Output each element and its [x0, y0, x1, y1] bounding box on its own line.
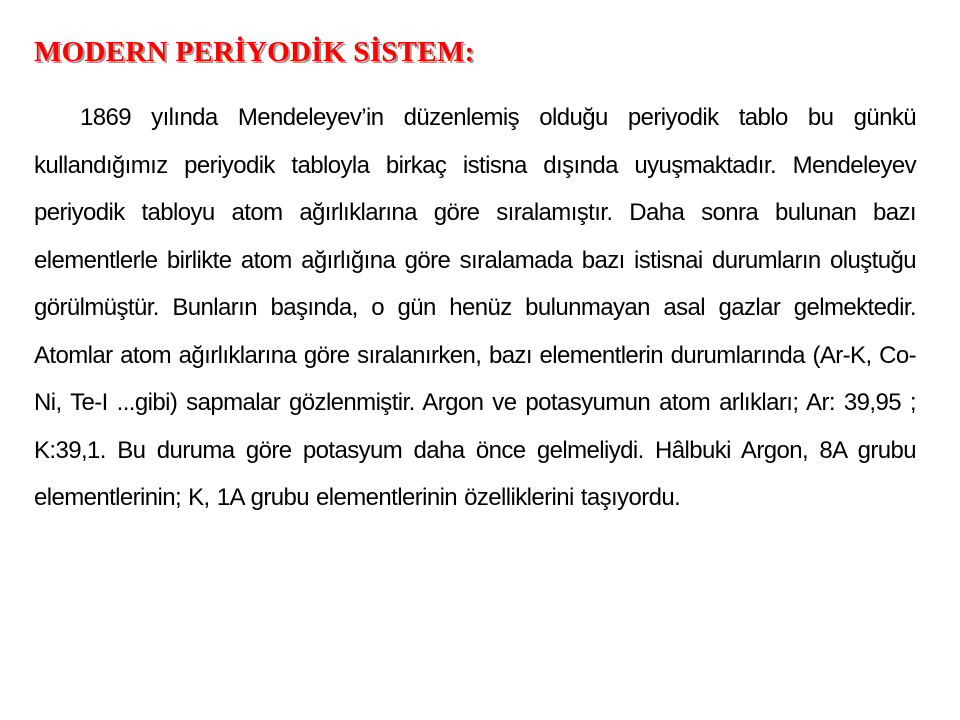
slide-title: MODERN PERİYODİK SİSTEM: — [34, 36, 475, 68]
slide-body-paragraph: 1869 yılında Mendeleyev’in düzenlemiş olduğu periyodik tablo bu günkü kullandığımız periyodik tabloyla birkaç istisna dışında uyuşmaktadır. Mendeleyev periyodik tabloyu atom ağırlıklarına göre sıralamıştır. Daha sonra bulunan bazı elementlerle birlikte atom ağırlığına göre sıralamada bazı istisnai durumların oluştuğu görülmüştür. Bunların başında, o gün henüz bulunmayan asal gazlar gelmektedir. Atomlar atom ağırlıklarına göre sıralanırken, bazı elementlerin durumlarında (Ar-K, Co-Ni, Te-I ...gibi) sapmalar gözlenmiştir. Argon ve potasyumun atom arlıkları; Ar: 39,95 ; K:39,1. Bu duruma göre potasyum daha önce gelmeliydi. Hâlbuki Argon, 8A grubu elementlerinin; K, 1A grubu elementlerinin özelliklerini taşıyordu. — [34, 104, 916, 511]
